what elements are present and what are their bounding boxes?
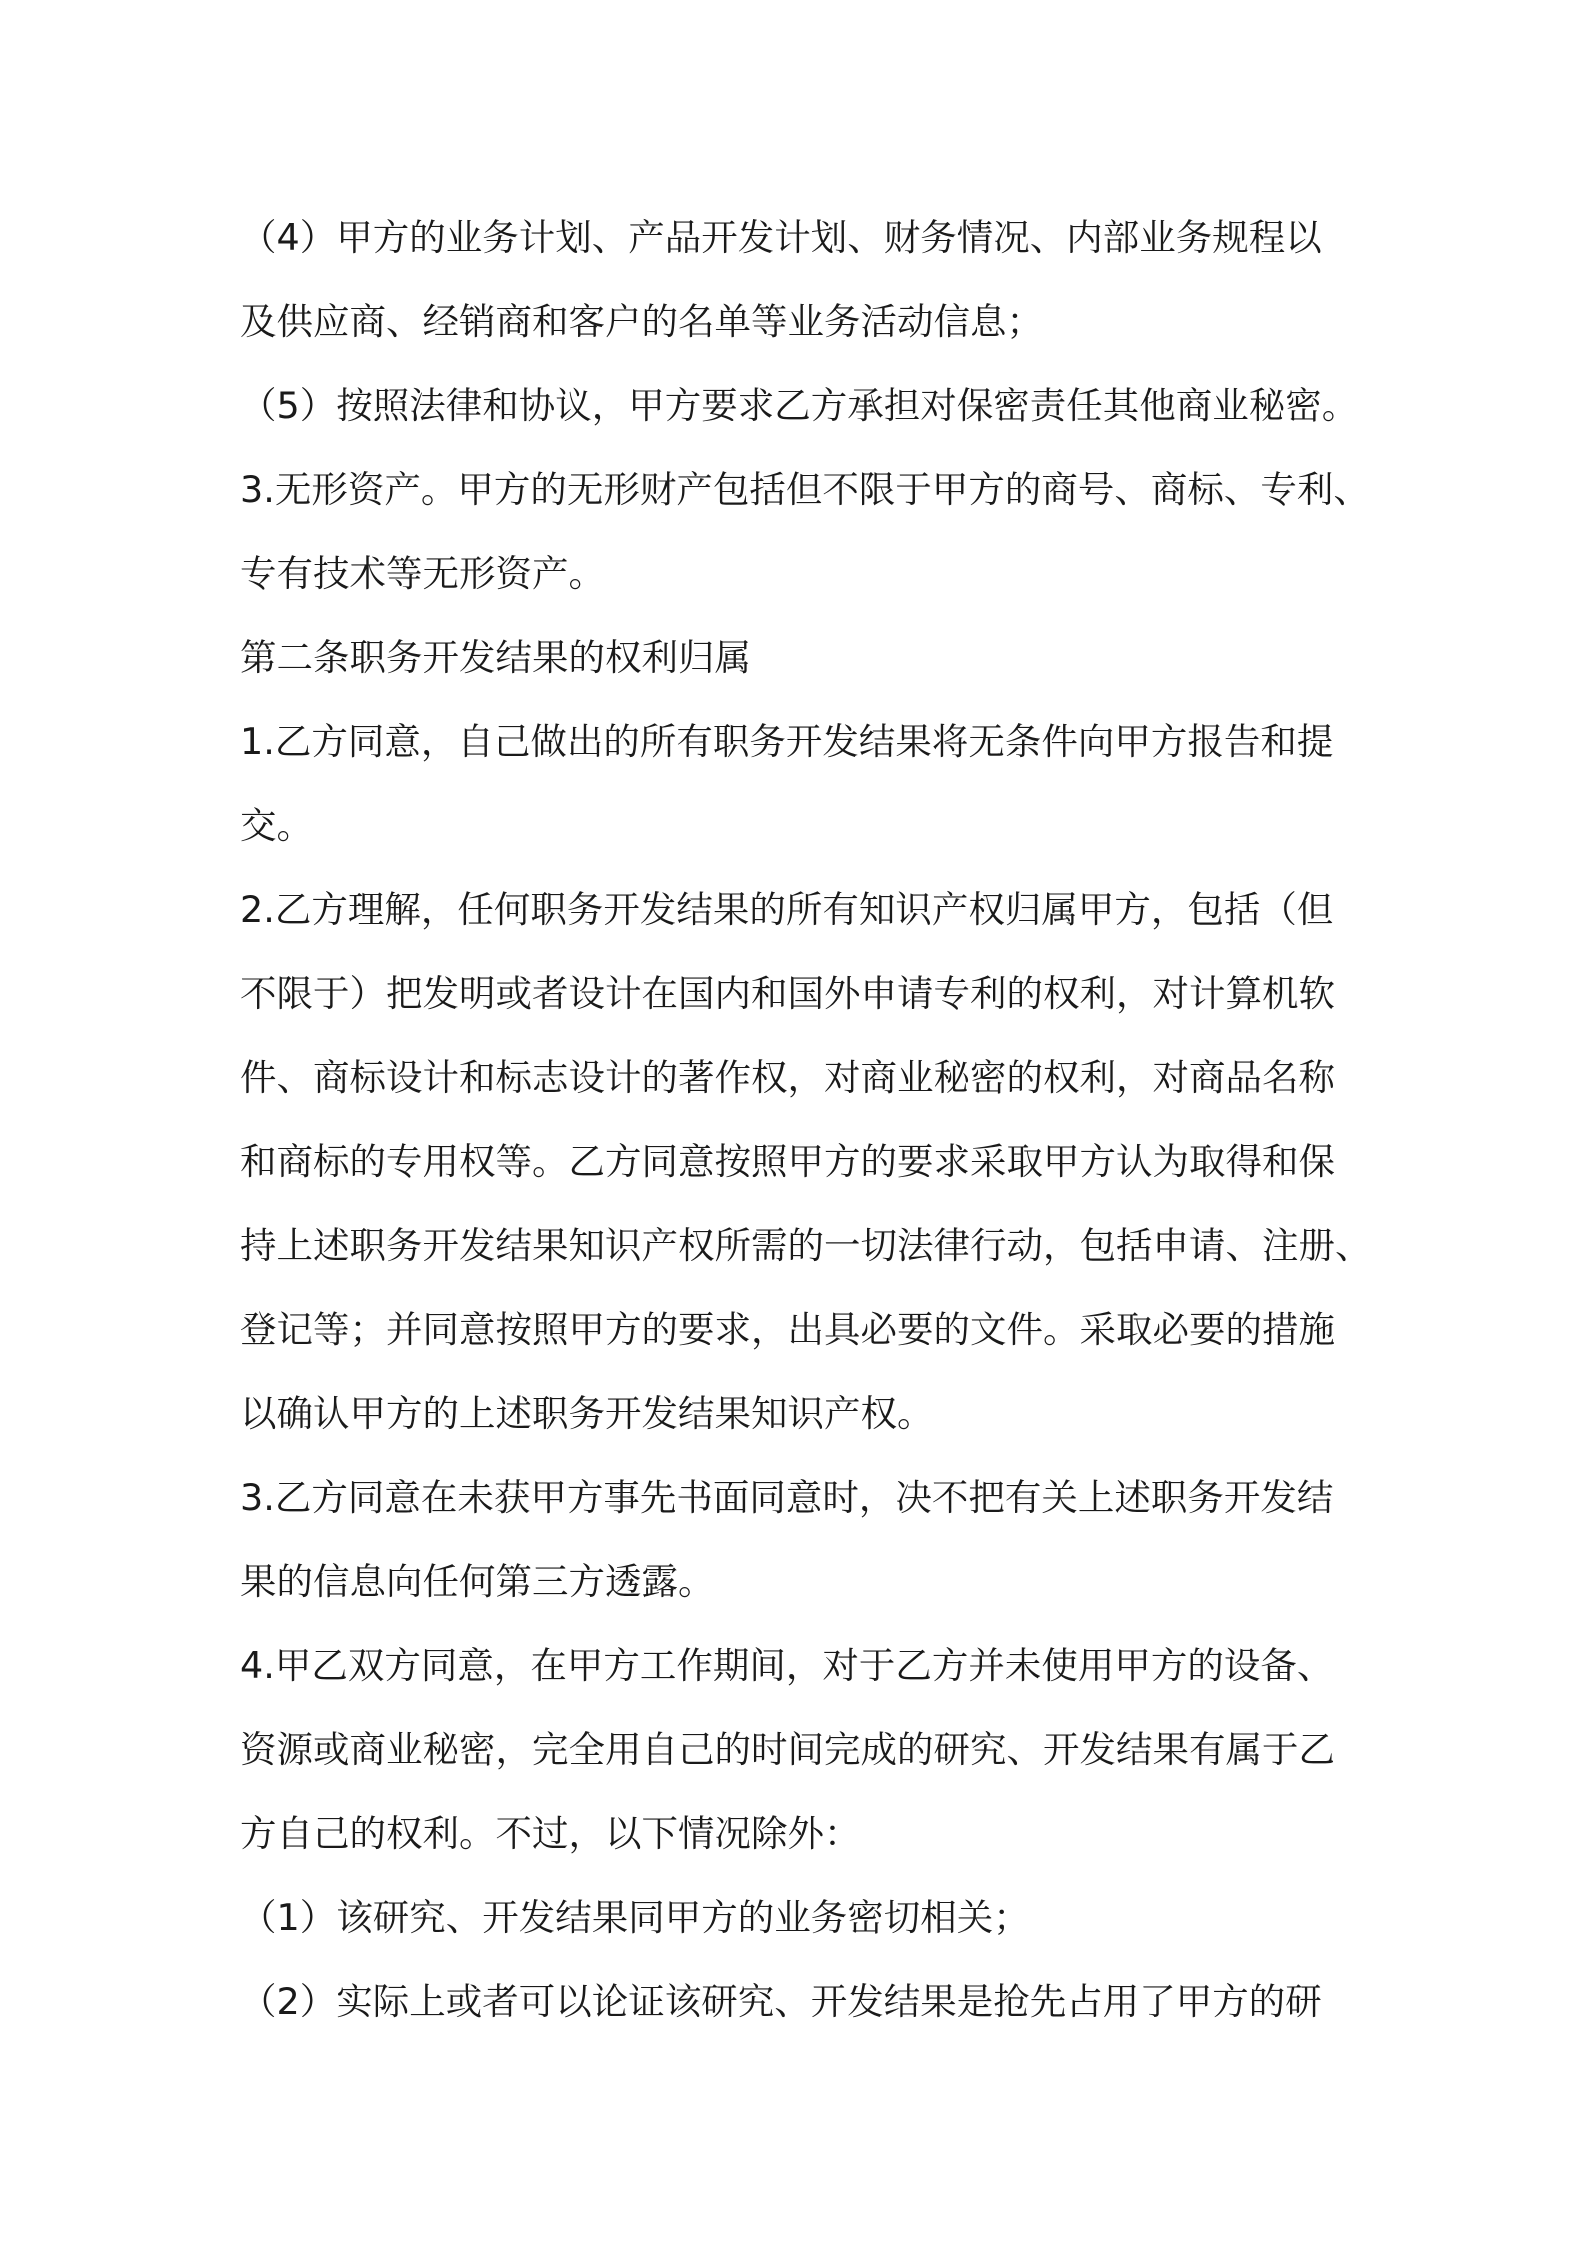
text-line: 以确认甲方的上述职务开发结果知识产权。 [240,1392,934,1435]
text-line: （4）甲方的业务计划、产品开发计划、财务情况、内部业务规程以 [240,216,1322,259]
text-line: 3.无形资产。甲方的无形财产包括但不限于甲方的商号、商标、专利、 [240,468,1370,511]
text-line: 交。 [240,804,313,847]
text-line: （5）按照法律和协议，甲方要求乙方承担对保密责任其他商业秘密。 [240,384,1359,427]
text-line: 4.甲乙双方同意，在甲方工作期间，对于乙方并未使用甲方的设备、 [240,1644,1334,1687]
text-line: 专有技术等无形资产。 [240,552,605,595]
text-line: 资源或商业秘密，完全用自己的时间完成的研究、开发结果有属于乙 [240,1728,1335,1771]
text-line: 方自己的权利。不过，以下情况除外： [240,1812,861,1855]
text-line: （1）该研究、开发结果同甲方的业务密切相关； [240,1896,1030,1939]
text-line: 3.乙方同意在未获甲方事先书面同意时，决不把有关上述职务开发结 [240,1476,1334,1519]
document-body [240,196,1372,2044]
text-line: 和商标的专用权等。乙方同意按照甲方的要求采取甲方认为取得和保 [240,1140,1335,1183]
text-line: 1.乙方同意，自己做出的所有职务开发结果将无条件向甲方报告和提 [240,720,1334,763]
text-line: 及供应商、经销商和客户的名单等业务活动信息； [240,300,1043,343]
text-line: 件、商标设计和标志设计的著作权，对商业秘密的权利，对商品名称 [240,1056,1335,1099]
text-line: 果的信息向任何第三方透露。 [240,1560,715,1603]
section-heading: 第二条职务开发结果的权利归属 [240,636,751,679]
text-line: （2）实际上或者可以论证该研究、开发结果是抢先占用了甲方的研 [240,1980,1322,2023]
text-line: 不限于）把发明或者设计在国内和国外申请专利的权利，对计算机软 [240,972,1335,1015]
text-line: 登记等；并同意按照甲方的要求，出具必要的文件。采取必要的措施 [240,1308,1335,1351]
text-line: 持上述职务开发结果知识产权所需的一切法律行动，包括申请、注册、 [240,1224,1372,1267]
text-line: 2.乙方理解，任何职务开发结果的所有知识产权归属甲方，包括（但 [240,888,1334,931]
